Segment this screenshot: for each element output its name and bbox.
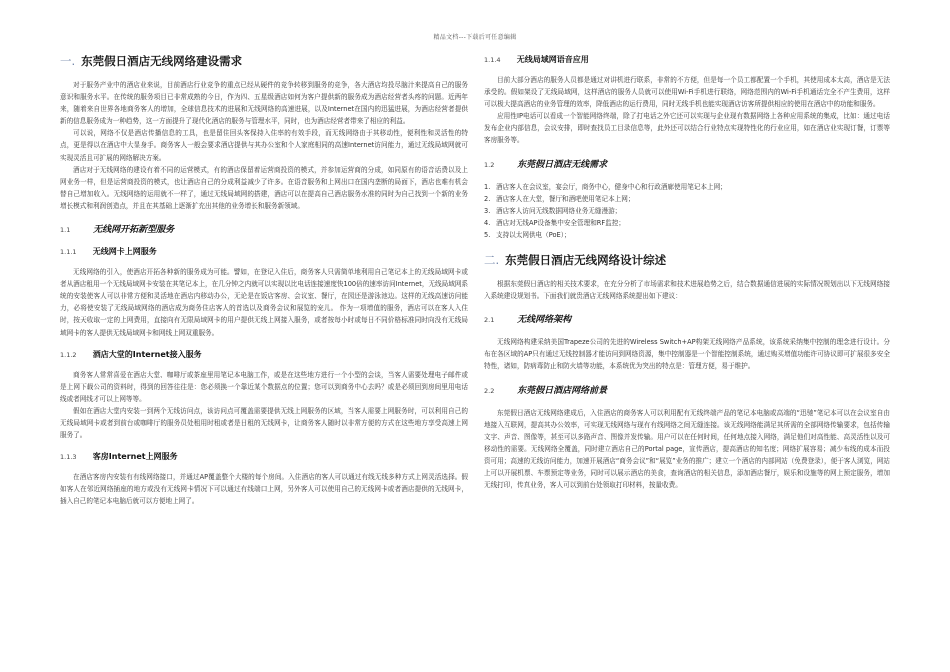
paragraph: 在酒店客房内安装有有线网络接口，并通过AP覆盖整个大楼的每个房间。入住酒店的客人可以通过有线无线多种方式上网灵活选择。假如客人在邻近网络插座的地方或没有无线网卡情况下可以通过有线端口上网，另外客人可以使用自己的无线网卡或者酒店提供的无线网卡，插入自己的笔记本电脑后就可以方便地上网了。 — [60, 473, 468, 506]
paragraph: 应用性IP电话可以看成一个智能网络终端，除了打电话之外它还可以实现与企业现有数据网络上各种应用系统的集成，比如：通过电话发布企业内部信息，会议安排，即时查找员工目录信息等，此外还可以结合行业特点实现特性化的行业应用，如在酒店业实现订餐，订票等客房服务等。 — [484, 112, 890, 145]
subsection-title: 东莞假日酒店无线需求 — [517, 159, 608, 170]
subsubsection-title: 客房Internet上网服务 — [92, 452, 178, 462]
section-number: 二. — [484, 253, 500, 268]
section-title: 东莞假日酒店无线网络建设需求 — [81, 54, 243, 68]
paragraph: 商务客人常常喜爱在酒店大堂、咖啡厅或茶座里用笔记本电脑工作，或是在这些地方进行一个小型的会谈，当客人需要处理电子邮件或是上网下载公司的资料时，得到的回答往往是：您必须换一个靠近某个数据点的位置；您可以到商务中心去吗？或是必须回到房间里用电话线或者网线才可以上网等等。 — [60, 370, 468, 403]
subsection-heading-1-2 — [484, 159, 890, 171]
right-column — [484, 52, 890, 491]
requirements-list — [484, 181, 890, 241]
list-item: 4. 酒店对无线AP设备集中安全管理和RF监控； — [484, 218, 625, 227]
subsubsection-heading-1-1-4 — [484, 54, 890, 66]
page-header: 精品文档---下载后可任意编辑 — [433, 34, 517, 41]
subsubsection-number: 1.1.1 — [60, 248, 77, 257]
subsubsection-heading-1-1-3 — [60, 451, 468, 463]
paragraph: 无线网络的引入，使酒店开拓各种新的服务成为可能。譬如，在登记入住后，商务客人只需简单地利用自己笔记本上的无线局域网卡或者从酒店租用一个无线局域网卡安装在其笔记本上，在几分钟之内就可以实现以比电话连接速度快100倍的速率访问Internet，无线局域网系统的安装使客人可以非常方便和灵活地在酒店内移动办公，无论是在饭店客房、会议室、餐厅，在园还是游泳池边。这样的无线高速访问能力，必将使安装了无线局域网络的酒店成为商务住店客人的首选以及商务会议和展览的宠儿。 作为一项增值的服务，酒店可以在客人入住时，按天收取一定的上网费用，直接向有无限局域网卡的用户提供无线上网接入服务，或者按每小时或每日不同价格标准同时向没有无线局域网卡的客人提供无线局域网卡和网线上网双重服务。 — [60, 268, 469, 337]
subsection-number: 1.1 — [60, 226, 71, 235]
section-number: 一. — [60, 54, 76, 68]
subsubsection-heading-1-1-1 — [60, 246, 468, 258]
list-item: 3. 酒店客人访问无线数据网络业务无缝漫游； — [484, 206, 622, 215]
subsubsection-title: 无线网卡上网服务 — [92, 247, 157, 257]
subsubsection-number: 1.1.3 — [60, 453, 77, 462]
paragraph: 目前大部分酒店的服务人员都是通过对讲机进行联系，非常的不方便，但是每一个员工都配置一个手机，其使用成本太高，酒店是无法承受的。假如架设了无线局域网，这样酒店的服务人员就可以使用Wi-Fi手机进行联络，网络范围内的Wi-Fi手机通话完全不产生费用，这样可以极大提高酒店的业务管理的效率，降低酒店的运行费用，同时无线手机也能实现酒店访客所提供相应的使用在酒店中的功能和服务。 — [484, 76, 890, 109]
paragraph: 酒店对于无线网络的建设有着不同的运营模式，有的酒店保留着运营商投资的模式，并参加运营商的分成，如同原有的语音话费以及上网业务一样，但是运营商投资的模式，也让酒店自己的分成利益减少了许多。在语音服务和上网出口在国内垄断的局面下，酒店也难有机会替自己增加收入。无线网络的运用就不一样了，通过无线局域网的搭建，酒店可以在提高自己酒店服务水准的同时为自己找到一个新的业务增长模式和利润创造点，并且在其基础上逐渐扩充出其他的业务增长和服务新领域。 — [60, 165, 468, 210]
paragraph: 根据东莞假日酒店的相关技术要求，在充分分析了市场需求和技术进展趋势之后，结合数据通信进展的实际情况规划出以下无线网络接入系统建设规划书。下面我们就贵酒店无线网络系统提出如下建议： — [484, 280, 890, 301]
subsection-number: 2.1 — [484, 316, 495, 325]
section-heading-2 — [484, 253, 890, 267]
paragraph: 无线网络构建采纳美国Trapeze公司的先进的Wireless Switch+AP构架无线网络产品系统，该系统采纳集中控制的理念进行设计。分布在各区域的AP只有通过无线控制器才能访问到网络资源，集中控制器是一个智能控制系统，通过购买增值功能许可协议即可扩展很多安全特性，诸如，防病毒防止和防火墙等功能，本系统优为突出的特点是：管理方便，易于维护。 — [484, 338, 890, 371]
paragraph: 东莞假日酒店无线网络建成后，入住酒店的商务客人可以利用配有无线终端产品的笔记本电脑或高端的“迅驰”笔记本可以在会议室自由地接入互联网，提高其办公效率，可实现无线网络与现有有线网络之间无缝连接。该无线网络能满足其所需的全部网络传输要求，包括传输文字、声音、图像等，甚至可以多路声音、图像并发传输。用户可以在任何时间，任何地点接入网络，满足他们对高性能、高灵活性以及可移动性的需要。无线网络全覆盖，同时建立酒店自己的Portal page，宣传酒店，提高酒店的知名度；网络扩展容易；减少布线的成本而投资可用；高速的无线访问能力，加速开展酒店“商务会议”和“展览”业务的推广；建立一个酒店的内部网站（免费登录），便于客人浏览，网站上可以开展机票、车票预定等业务，同时可以展示酒店的美食，查询酒店的相关信息，添加酒店餐厅，娱乐和设施等的网上预定服务，增加无线打印，传真业务，客人可以到前台处领取打印材料，按量收费。 — [484, 408, 890, 490]
subsubsection-heading-1-1-2 — [60, 349, 468, 361]
subsubsection-number: 1.1.4 — [484, 56, 501, 64]
subsection-heading-2-1 — [484, 314, 890, 326]
subsection-number: 2.2 — [484, 386, 495, 395]
subsection-title: 东莞假日酒店网络前景 — [517, 385, 608, 396]
paragraph: 对于服务产业中的酒店业来说，目前酒店行业竞争的重点已经从硬件的竞争转移到服务的竞争，各大酒店均投尽脑汁来提高自己的服务意识和服务水平。在传统的服务项目已非常成熟的今日，作为四、五星级酒店如何为客户提供新的服务成为酒店经营者头疼的问题。近两年来，随着来自世界各地商务客人的增加，全球信息技术的进展和无线网络的高速进展，以及Internet在国内的迅猛进展，为酒店经营者提供新的信息服务成为一种趋势，这一方面提升了现代化酒店的服务与管理水平，同时，也为酒店经营者带来了相应的利益。 — [60, 81, 468, 126]
subsection-number: 1.2 — [484, 160, 495, 169]
section-heading-1 — [60, 54, 468, 68]
list-item: 2. 酒店客人在大堂，餐厅和酒吧使用笔记本上网； — [484, 194, 635, 203]
paragraph: 可以说，网络不仅是酒店传播信息的工具，也是留住回头客保持入住率的有效手段，而无线网络由于其移动性，便利性和灵活性的特点，更是得以在酒店中大显身手。商务客人一般会要求酒店提供与其办公室和个人家庭相同的高速Internet访问能力，通过无线局域网就可实现灵活且可扩展的网络解决方案。 — [60, 129, 468, 162]
subsection-heading-1-1 — [60, 224, 468, 236]
subsubsection-title: 无线局域网语音应用 — [516, 55, 589, 64]
subsection-title: 无线网开拓新型服务 — [93, 225, 175, 236]
subsubsection-title: 酒店大堂的Internet接入服务 — [92, 349, 202, 359]
subsection-title: 无线网络架构 — [517, 315, 572, 326]
list-item: 1. 酒店客人在会议室，宴会厅，商务中心，健身中心和行政酒廊使用笔记本上网； — [484, 182, 727, 191]
subsubsection-number: 1.1.2 — [60, 350, 77, 359]
paragraph: 假如在酒店大堂内安装一到两个无线访问点，该访问点可覆盖需要提供无线上网服务的区域，当客人需要上网服务时，可以利用自己的无线局域网卡或者到前台或咖啡厅的服务员处租用时租或者是日租的无线网卡，让商务客人随时以非常方便的方式在这些地方享受高速上网服务了。 — [60, 406, 468, 440]
left-column — [60, 52, 468, 507]
section-title: 东莞假日酒店无线网络设计综述 — [505, 253, 667, 268]
subsection-heading-2-2 — [484, 385, 890, 397]
list-item: 5. 支持以太网供电（PoE）； — [484, 230, 571, 239]
